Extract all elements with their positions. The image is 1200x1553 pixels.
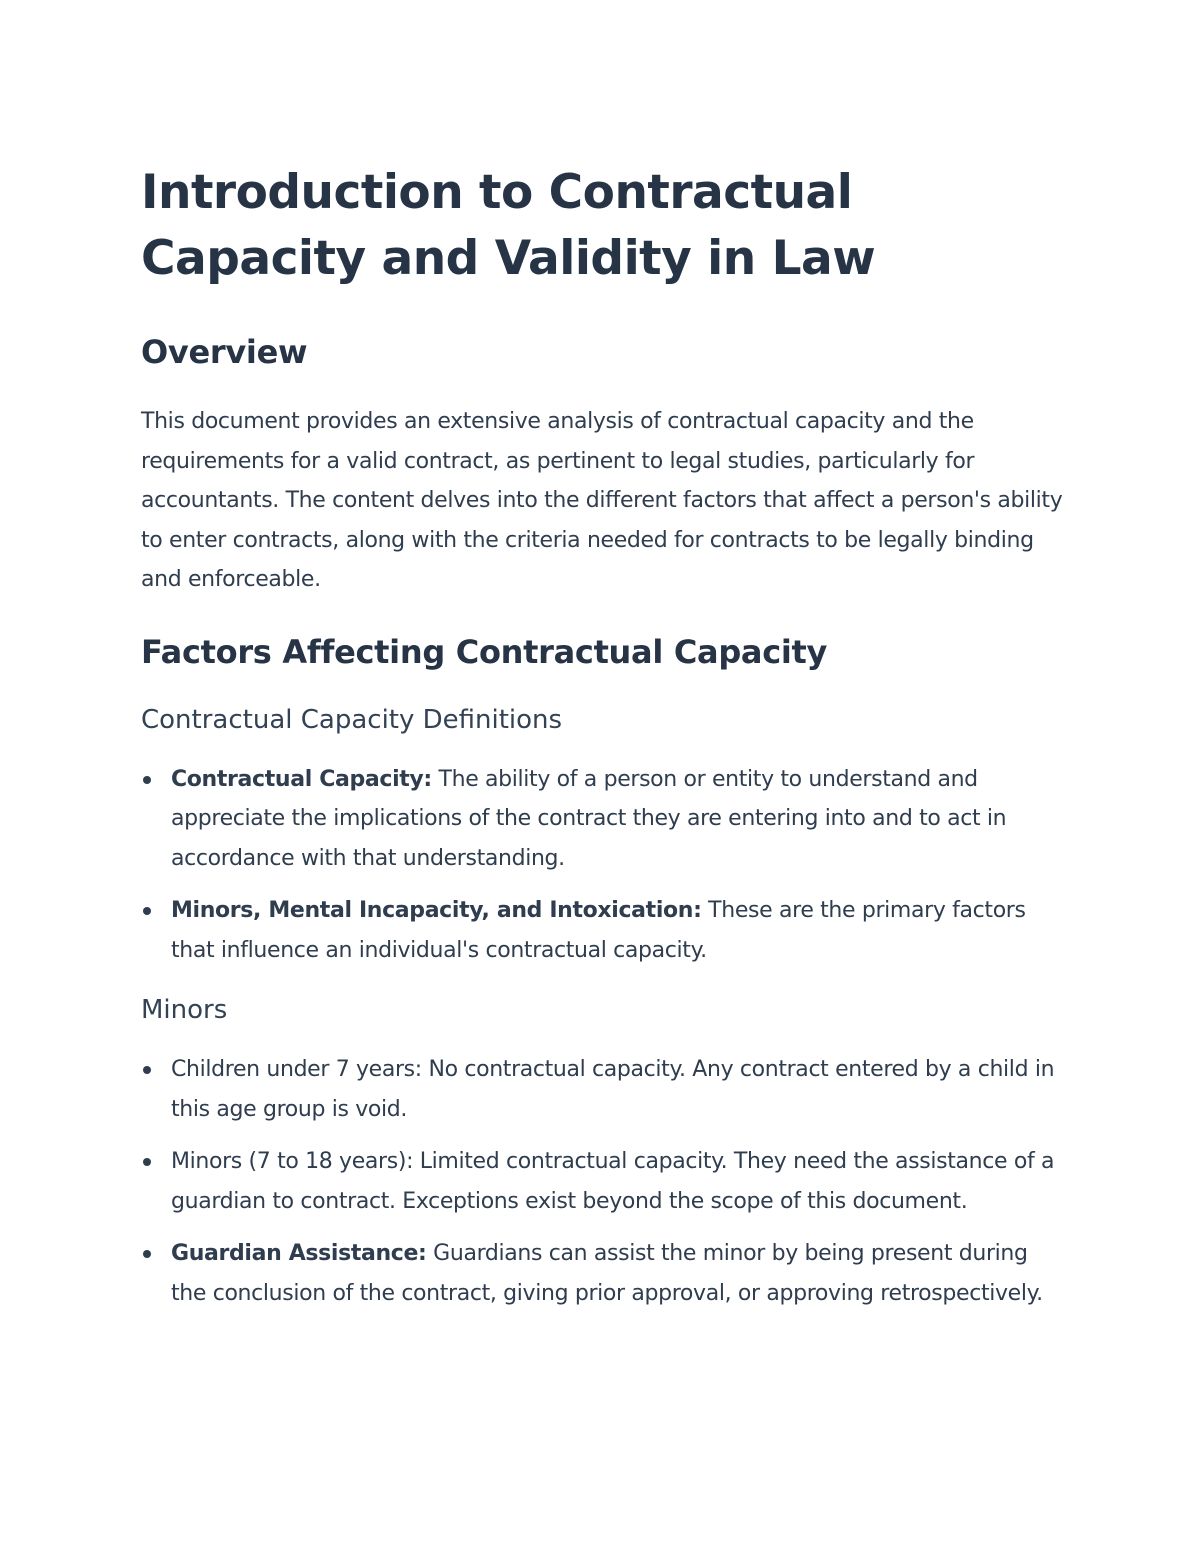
bullet-icon [143, 776, 151, 784]
bullet-icon [143, 1158, 151, 1166]
definitions-heading: Contractual Capacity Definitions [141, 704, 563, 735]
document-page [141, 160, 1066, 1313]
bullet-icon [143, 1066, 151, 1074]
list-item [141, 1142, 1066, 1221]
list-item-text: Children under 7 years: No contractual capacity. Any contract entered by a child in this age group is void. [171, 1057, 1055, 1122]
list-item-text: Guardians can assist the minor by being present during the conclusion of the contract, giving prior approval, or approving retrospectively. [171, 1241, 1043, 1306]
definitions-list [141, 760, 1066, 971]
list-item-text: The ability of a person or entity to understand and appreciate the implications of the contract they are entering into and to act in accordance with that understanding. [171, 766, 1007, 871]
factors-heading: Factors Affecting Contractual Capacity [141, 632, 828, 671]
overview-paragraph: This document provides an extensive analysis of contractual capacity and the requirements for a valid contract, as pertinent to legal studies, particularly for accountants. The content delves into the different factors that affect a person's ability to enter contracts, along with the criteria needed for contracts to be legally binding and enforceable. [141, 409, 1063, 592]
document-title: Introduction to Contractual Capacity and Validity in Law [141, 165, 876, 286]
bullet-icon [143, 1250, 151, 1258]
minors-heading: Minors [141, 995, 228, 1025]
list-item [141, 760, 1066, 879]
list-item [141, 1050, 1066, 1129]
list-item-text: These are the primary factors that influence an individual's contractual capacity. [171, 898, 1026, 963]
list-item [141, 891, 1066, 970]
list-item [141, 1234, 1066, 1313]
list-item-term: Minors, Mental Incapacity, and Intoxication: [171, 898, 702, 923]
minors-list [141, 1050, 1066, 1313]
list-item-term: Guardian Assistance: [171, 1241, 427, 1266]
list-item-term: Contractual Capacity: [171, 766, 432, 792]
bullet-icon [143, 907, 151, 915]
list-item-text: Minors (7 to 18 years): Limited contractual capacity. They need the assistance of a guardian to contract. Exceptions exist beyond the scope of this document. [171, 1149, 1055, 1214]
overview-heading: Overview [141, 333, 308, 371]
